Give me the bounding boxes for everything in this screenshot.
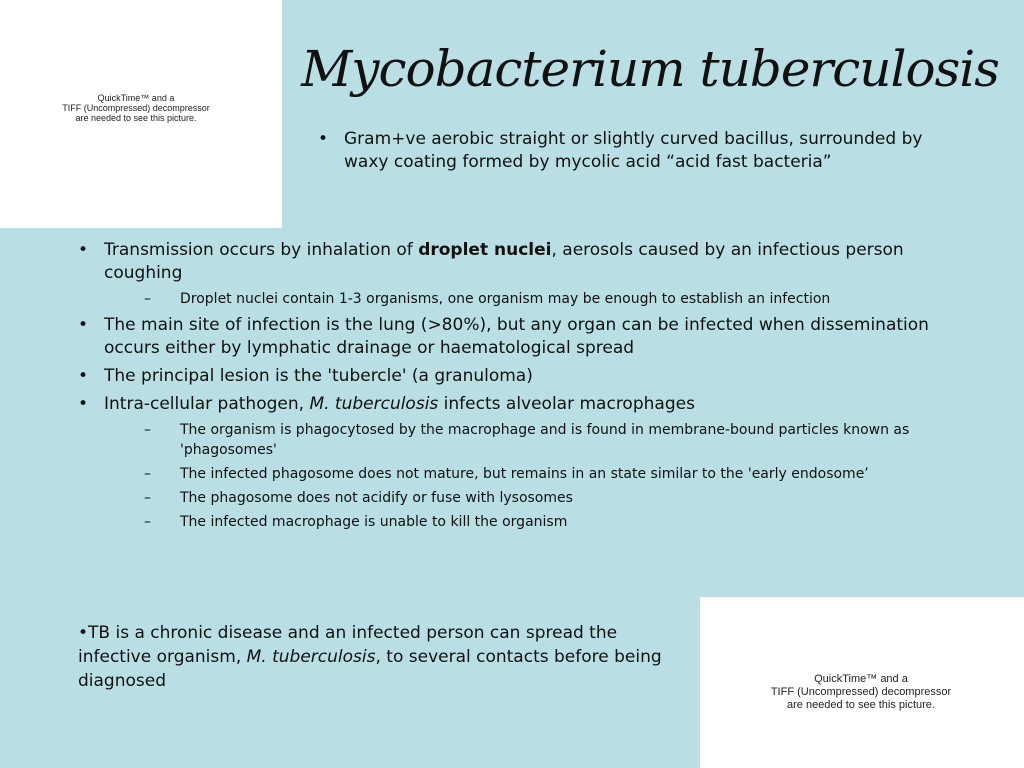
bullet-gram-positive: • Gram+ve aerobic straight or slightly curved bacillus, surrounded by waxy coating formed by mycolic acid “acid fast bacteria” — [318, 128, 958, 174]
placeholder-message: QuickTime™ and a TIFF (Uncompressed) decompressor are needed to see this picture. — [770, 673, 952, 711]
closing-paragraph: •TB is a chronic disease and an infected person can spread the infective organism, M. tuberculosis, to several contacts before being diagnosed — [78, 623, 662, 691]
slide-title: Mycobacterium tuberculosis — [301, 40, 999, 98]
subbullet-no-acidify: – The phagosome does not acidify or fuse with lysosomes — [78, 488, 958, 508]
placeholder-message: QuickTime™ and a TIFF (Uncompressed) decompressor are needed to see this picture. — [62, 93, 210, 123]
subbullet-phagosome-mature: – The infected phagosome does not mature, but remains in an state similar to the 'early endosome’ — [78, 464, 958, 484]
subbullet-droplet-nuclei: – Droplet nuclei contain 1-3 organisms, one organism may be enough to establish an infection — [78, 289, 958, 309]
bullet-intracellular: • Intra-cellular pathogen, M. tuberculosis infects alveolar macrophages — [78, 393, 958, 416]
bullet-lesion: • The principal lesion is the 'tubercle' (a granuloma) — [78, 365, 958, 388]
image-placeholder-bottom-right — [700, 597, 1024, 768]
subbullet-phagocytosed: – The organism is phagocytosed by the macrophage and is found in membrane-bound particles known as 'phagosomes' — [78, 420, 958, 460]
bullet-transmission: • Transmission occurs by inhalation of droplet nuclei, aerosols caused by an infectious person coughing — [78, 239, 958, 285]
subbullet-cannot-kill: – The infected macrophage is unable to kill the organism — [78, 512, 958, 532]
bullet-main-site: • The main site of infection is the lung (>80%), but any organ can be infected when dissemination occurs either by lymphatic drainage or haematological spread — [78, 314, 958, 360]
main-bullet-list — [78, 239, 958, 532]
image-placeholder-top-left — [0, 0, 282, 228]
